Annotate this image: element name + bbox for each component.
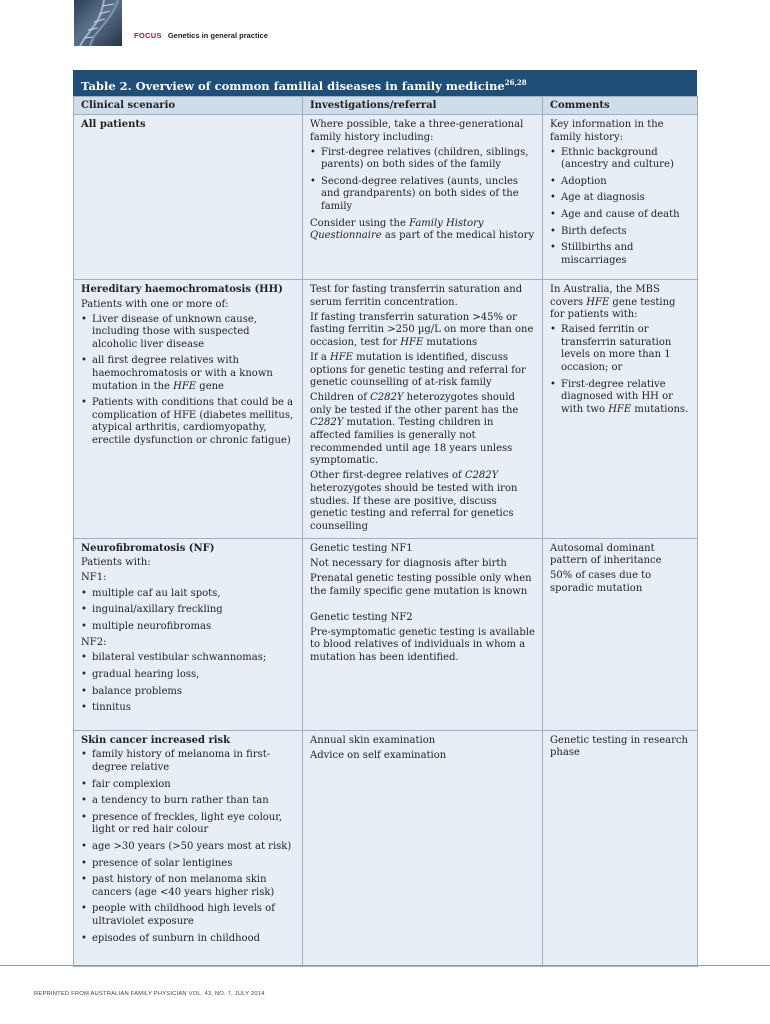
footer-rule [0, 965, 770, 966]
cell-text: Test for fasting transferrin saturation and serum ferritin concentration. [310, 284, 523, 308]
header-dna-image [74, 0, 122, 46]
list-item: • people with childhood high levels of ultraviolet exposure [81, 903, 295, 928]
table-title [73, 70, 697, 96]
list-item: • Raised ferritin or transferrin saturation levels on more than 1 occasion; or [550, 324, 690, 374]
clinical-cell [74, 730, 303, 966]
table-row [74, 730, 698, 966]
investigations-cell [303, 730, 543, 966]
bullet-list [310, 147, 535, 214]
focus-label: FOCUS [134, 31, 162, 40]
cell-text: If a HFE mutation is identified, discuss options for genetic testing and referral for genetic counselling of at-risk family [310, 351, 526, 389]
list-item: • Stillbirths and miscarriages [550, 242, 690, 267]
cell-text: Patients with one or more of: [81, 298, 229, 310]
row-heading: Neurofibromatosis (NF) [81, 542, 215, 554]
cell-text: Advice on self examination [310, 749, 447, 761]
list-item: • gradual hearing loss, [81, 669, 295, 682]
list-item: • past history of non melanoma skin cancers (age <40 years higher risk) [81, 874, 295, 899]
list-item: • tinnitus [81, 702, 295, 715]
list-item: • Patients with conditions that could be a complication of HFE (diabetes mellitus, atypical arthritis, cardiomyopathy, erectile dysfunction or chronic fatigue) [81, 397, 295, 447]
cell-text: If fasting transferrin saturation >45% or fasting ferritin >250 µg/L on more than one occasion, test for HFE mutations [310, 311, 534, 348]
section-title: Genetics in general practice [167, 31, 268, 40]
table-title-text: Table 2. Overview of common familial diseases in family medicine [81, 78, 505, 93]
table-row [74, 115, 698, 280]
list-item: • multiple neurofibromas [81, 621, 295, 634]
cell-text: Pre-symptomatic genetic testing is available to blood relatives of individuals in whom a mutation has been identified. [310, 626, 535, 663]
cell-text: Where possible, take a three-generational family history including: [310, 119, 524, 143]
cell-text: Patients with: [81, 557, 151, 569]
bullet-list [81, 314, 295, 448]
cell-text: 50% of cases due to sporadic mutation [550, 570, 652, 595]
column-header-clinical: Clinical scenario [74, 97, 303, 115]
cell-text: Children of C282Y heterozygotes should only be tested if the other parent has the C282Y mutation. Testing children in affected families is generally not recommended until age 18 years unless symptomatic. [310, 392, 519, 467]
cell-text: NF1: [81, 572, 107, 584]
list-item: • family history of melanoma in first-degree relative [81, 749, 295, 774]
table-header-row [74, 97, 698, 115]
footer-citation: REPRINTED FROM AUSTRALIAN FAMILY PHYSICIAN VOL. 43, NO. 7, JULY 2014 [34, 991, 265, 997]
comments-cell [543, 115, 698, 280]
list-item: • all first degree relatives with haemochromatosis or with a known mutation in the HFE gene [81, 355, 295, 393]
clinical-cell [74, 280, 303, 539]
list-item: • bilateral vestibular schwannomas; [81, 652, 295, 665]
table-row [74, 280, 698, 539]
list-item: • inguinal/axillary freckling [81, 604, 295, 617]
bullet-list [550, 324, 690, 416]
cell-text: Genetic testing NF2 [310, 611, 413, 623]
list-item: • Second-degree relatives (aunts, uncles and grandparents) on both sides of the family [310, 176, 535, 214]
list-item: • Age at diagnosis [550, 192, 690, 205]
cell-text: Key information in the family history: [550, 119, 664, 143]
list-item: • fair complexion [81, 779, 295, 792]
list-item: • age >30 years (>50 years most at risk) [81, 841, 295, 854]
comments-cell [543, 730, 698, 966]
bullet-list [81, 652, 295, 714]
list-item: • Age and cause of death [550, 209, 690, 222]
clinical-cell [74, 115, 303, 280]
column-header-comments: Comments [543, 97, 698, 115]
list-item: • Adoption [550, 176, 690, 189]
investigations-cell [303, 115, 543, 280]
list-item: • a tendency to burn rather than tan [81, 795, 295, 808]
cell-text: Annual skin examination [310, 734, 436, 746]
running-header [134, 31, 268, 40]
cell-text: Prenatal genetic testing possible only when the family specific gene mutation is known [310, 572, 532, 597]
list-item: • Liver disease of unknown cause, including those with suspected alcoholic liver disease [81, 314, 295, 352]
comments-cell [543, 538, 698, 730]
bullet-list [550, 147, 690, 268]
list-item: • presence of freckles, light eye colour, light or red hair colour [81, 812, 295, 837]
list-item: • Ethnic background (ancestry and culture) [550, 147, 690, 172]
list-item: • episodes of sunburn in childhood [81, 933, 295, 946]
list-item: • Birth defects [550, 226, 690, 239]
row-heading: All patients [81, 119, 146, 130]
table-title-refs: 26,28 [504, 78, 527, 87]
row-heading: Skin cancer increased risk [81, 734, 231, 746]
bullet-list [81, 588, 295, 634]
row-heading: Hereditary haemochromatosis (HH) [81, 284, 283, 295]
bullet-list [81, 749, 295, 945]
table-row [74, 538, 698, 730]
investigations-cell [303, 538, 543, 730]
comments-cell [543, 280, 698, 539]
clinical-cell [74, 538, 303, 730]
list-item: • presence of solar lentigines [81, 858, 295, 871]
familial-diseases-table [73, 70, 697, 967]
column-header-investigations: Investigations/referral [303, 97, 543, 115]
list-item: • First-degree relatives (children, siblings, parents) on both sides of the family [310, 147, 535, 172]
cell-text: Genetic testing in research phase [550, 734, 688, 759]
cell-text: Genetic testing NF1 [310, 542, 413, 554]
list-item: • multiple caf au lait spots, [81, 588, 295, 601]
cell-text: Consider using the Family History Questionnaire as part of the medical history [310, 217, 535, 242]
cell-text: NF2: [81, 637, 107, 649]
cell-text: Other first-degree relatives of C282Y heterozygotes should be tested with iron studies. If these are positive, discuss genetic testing and referral for genetics counselling [310, 470, 518, 532]
cell-text: Autosomal dominant pattern of inheritance [550, 542, 662, 567]
list-item: • balance problems [81, 686, 295, 699]
cell-text: Not necessary for diagnosis after birth [310, 557, 507, 569]
list-item: • First-degree relative diagnosed with HH or with two HFE mutations. [550, 379, 690, 417]
cell-text: In Australia, the MBS covers HFE gene testing for patients with: [550, 284, 676, 321]
investigations-cell [303, 280, 543, 539]
spacer [310, 601, 535, 612]
